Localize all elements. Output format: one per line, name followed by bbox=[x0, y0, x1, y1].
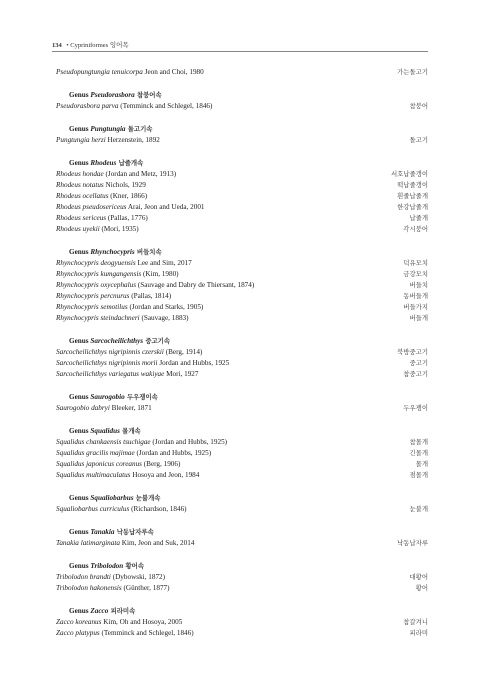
korean-name: 버들개 bbox=[409, 314, 428, 322]
scientific-name: Rhynchocypris percnurus bbox=[56, 292, 130, 300]
korean-name: 참몰개 bbox=[409, 438, 428, 446]
genus-name: Squalidus bbox=[90, 427, 120, 435]
author-citation: (Temminck and Schlegel, 1846) bbox=[99, 629, 194, 637]
genus-heading bbox=[56, 561, 428, 572]
korean-name: 낙동납자루 bbox=[397, 539, 428, 547]
species-row bbox=[56, 470, 428, 481]
genus-heading bbox=[56, 493, 428, 504]
korean-name: 떡납줄갱이 bbox=[397, 181, 428, 189]
genus-name: Zacco bbox=[90, 607, 109, 615]
species-row bbox=[56, 572, 428, 583]
species-row bbox=[56, 313, 428, 324]
author-citation: (Kner, 1866) bbox=[108, 192, 148, 200]
genus-heading bbox=[56, 158, 428, 169]
species-row bbox=[56, 437, 428, 448]
species-row bbox=[56, 67, 428, 78]
genus-heading bbox=[56, 527, 428, 538]
genus-korean-name: 눈불개속 bbox=[133, 494, 161, 502]
author-citation: (Sauvage, 1883) bbox=[139, 314, 189, 322]
genus-label: Genus bbox=[69, 91, 91, 99]
author-citation: (Günther, 1877) bbox=[121, 584, 170, 592]
page-header bbox=[52, 40, 428, 52]
author-citation: Bleeker, 1871 bbox=[109, 404, 152, 412]
author-citation: (Pallas, 1776) bbox=[106, 214, 148, 222]
genus-heading bbox=[56, 392, 428, 403]
scientific-name: Squalidus japonicus coreanus bbox=[56, 460, 142, 468]
author-citation: (Dybowski, 1872) bbox=[110, 573, 166, 581]
author-citation: (Pallas, 1814) bbox=[129, 292, 172, 300]
species-row bbox=[56, 617, 428, 628]
scientific-name: Rhodeus sericeus bbox=[56, 214, 107, 222]
author-citation: Jordan and Hubbs, 1925 bbox=[157, 359, 230, 367]
species-row bbox=[56, 169, 428, 180]
korean-name: 황어 bbox=[415, 584, 428, 592]
author-citation: (Temminck and Schlegel, 1846) bbox=[118, 102, 213, 110]
genus-label: Genus bbox=[69, 159, 91, 167]
scientific-name: Zacco platypus bbox=[56, 629, 100, 637]
author-citation: Arai, Jeon and Ueda, 2001 bbox=[126, 203, 205, 211]
page-number: 134 bbox=[52, 42, 62, 49]
korean-name: 버들치 bbox=[409, 281, 428, 289]
scientific-name: Tanakia latimarginata bbox=[56, 539, 120, 547]
species-row bbox=[56, 504, 428, 515]
korean-name: 덕유모치 bbox=[403, 259, 428, 267]
scientific-name: Squaliobarbus curriculus bbox=[56, 505, 130, 513]
author-citation: (Jordan and Hubbs, 1925) bbox=[150, 438, 228, 446]
korean-name: 북방중고기 bbox=[397, 348, 428, 356]
species-row bbox=[56, 459, 428, 470]
species-list bbox=[56, 67, 428, 639]
author-citation: (Berg, 1906) bbox=[141, 460, 181, 468]
scientific-name: Zacco koreanus bbox=[56, 618, 102, 626]
korean-name: 흰줄납줄개 bbox=[397, 192, 428, 200]
genus-heading bbox=[56, 606, 428, 617]
genus-heading bbox=[56, 247, 428, 258]
genus-heading bbox=[56, 124, 428, 135]
korean-name: 눈불개 bbox=[409, 505, 428, 513]
scientific-name: Squalidus gracilis majimae bbox=[56, 449, 135, 457]
scientific-name: Pungtungia herzi bbox=[56, 136, 106, 144]
species-row bbox=[56, 213, 428, 224]
species-row bbox=[56, 191, 428, 202]
species-row bbox=[56, 258, 428, 269]
genus-label: Genus bbox=[69, 528, 91, 536]
korean-name: 금강모치 bbox=[403, 270, 428, 278]
genus-label: Genus bbox=[69, 427, 91, 435]
korean-name: 서호납줄갱이 bbox=[390, 170, 428, 178]
scientific-name: Rhynchocypris kumgangensis bbox=[56, 270, 142, 278]
scientific-name: Pseudorasbora parva bbox=[56, 102, 119, 110]
species-row bbox=[56, 403, 428, 414]
genus-name: Tribolodon bbox=[90, 562, 124, 570]
scientific-name: Saurogobio dabryi bbox=[56, 404, 110, 412]
species-row bbox=[56, 101, 428, 112]
author-citation: (Sauvage and Dabry de Thiersant, 1874) bbox=[136, 281, 255, 289]
korean-name: 참붕어 bbox=[409, 102, 428, 110]
genus-label: Genus bbox=[69, 125, 91, 133]
scientific-name: Rhodeus uyekii bbox=[56, 225, 100, 233]
genus-korean-name: 황어속 bbox=[123, 562, 145, 570]
species-row bbox=[56, 347, 428, 358]
scientific-name: Tribolodon hakonensis bbox=[56, 584, 122, 592]
scientific-name: Sarcocheilichthys nigripinnis morii bbox=[56, 359, 158, 367]
scientific-name: Rhynchocypris oxycephalus bbox=[56, 281, 137, 289]
korean-name: 긴몰개 bbox=[409, 449, 428, 457]
genus-label: Genus bbox=[69, 562, 91, 570]
genus-name: Rhynchocypris bbox=[90, 248, 135, 256]
scientific-name: Squalidus chankaensis tsuchigae bbox=[56, 438, 151, 446]
genus-groups bbox=[56, 90, 428, 639]
genus-label: Genus bbox=[69, 248, 91, 256]
author-citation: (Mori, 1935) bbox=[99, 225, 139, 233]
author-citation: (Berg, 1914) bbox=[163, 348, 203, 356]
genus-name: Rhodeus bbox=[90, 159, 117, 167]
genus-name: Squaliobarbus bbox=[90, 494, 134, 502]
author-citation: (Jordan and Metz, 1913) bbox=[103, 170, 177, 178]
korean-name: 돌고기 bbox=[409, 136, 428, 144]
scientific-name: Rhodeus notatus bbox=[56, 181, 104, 189]
species-row bbox=[56, 448, 428, 459]
korean-name: 대황어 bbox=[409, 573, 428, 581]
author-citation: Lee and Sim, 2017 bbox=[135, 259, 192, 267]
scientific-name: Rhodeus ocellatus bbox=[56, 192, 109, 200]
species-row bbox=[56, 135, 428, 146]
genus-name: Pungtungia bbox=[90, 125, 126, 133]
species-row bbox=[56, 358, 428, 369]
korean-name: 납줄개 bbox=[409, 214, 428, 222]
genus-name: Tanakia bbox=[90, 528, 115, 536]
korean-name: 몰개 bbox=[415, 460, 428, 468]
genus-heading bbox=[56, 426, 428, 437]
species-row bbox=[56, 302, 428, 313]
genus-name: Pseudorasbora bbox=[90, 91, 135, 99]
genus-korean-name: 몰개속 bbox=[119, 427, 141, 435]
korean-name: 동버들개 bbox=[403, 292, 428, 300]
scientific-name: Rhynchocypris semotilus bbox=[56, 303, 128, 311]
korean-name: 각시붕어 bbox=[403, 225, 428, 233]
scientific-name: Tribolodon brandti bbox=[56, 573, 111, 581]
korean-name: 중고기 bbox=[409, 359, 428, 367]
korean-name: 가는돌고기 bbox=[397, 68, 428, 76]
genus-name: Sarcocheilichthys bbox=[90, 337, 144, 345]
scientific-name: Squalidus multimaculatus bbox=[56, 471, 131, 479]
genus-korean-name: 낙동납자루속 bbox=[114, 528, 154, 536]
author-citation: Kim, Oh and Hosoya, 2005 bbox=[101, 618, 183, 626]
author-citation: Herzenstein, 1892 bbox=[105, 136, 160, 144]
genus-korean-name: 버들치속 bbox=[134, 248, 162, 256]
genus-korean-name: 돌고기속 bbox=[125, 125, 153, 133]
species-row bbox=[56, 280, 428, 291]
scientific-name: Sarcocheilichthys nigripinnis czerskii bbox=[56, 348, 164, 356]
genus-korean-name: 두우쟁이속 bbox=[124, 393, 158, 401]
author-citation: (Kim, 1980) bbox=[141, 270, 179, 278]
author-citation: Mori, 1927 bbox=[164, 370, 199, 378]
genus-korean-name: 참붕어속 bbox=[134, 91, 162, 99]
korean-name: 한강납줄개 bbox=[397, 203, 428, 211]
running-title: Cypriniformes 잉어목 bbox=[70, 42, 129, 49]
scientific-name: Rhynchocypris deogyuensis bbox=[56, 259, 136, 267]
genus-korean-name: 납줄개속 bbox=[116, 159, 144, 167]
species-row bbox=[56, 538, 428, 549]
korean-name: 참갈겨니 bbox=[403, 618, 428, 626]
genus-label: Genus bbox=[69, 393, 91, 401]
scientific-name: Rhynchocypris steindachneri bbox=[56, 314, 140, 322]
genus-korean-name: 중고기속 bbox=[143, 337, 171, 345]
genus-heading bbox=[56, 90, 428, 101]
species-row bbox=[56, 180, 428, 191]
scientific-name: Pseudopungtungia tenuicorpa bbox=[56, 68, 143, 76]
species-row bbox=[56, 369, 428, 380]
header-bullet: • bbox=[66, 42, 69, 49]
species-row bbox=[56, 291, 428, 302]
genus-korean-name: 피라미속 bbox=[108, 607, 136, 615]
genus-label: Genus bbox=[69, 337, 91, 345]
author-citation: Hosoya and Jeon, 1984 bbox=[130, 471, 200, 479]
author-citation: (Jordan and Starks, 1905) bbox=[127, 303, 204, 311]
genus-label: Genus bbox=[69, 607, 91, 615]
korean-name: 두우쟁이 bbox=[403, 404, 428, 412]
genus-name: Saurogobio bbox=[90, 393, 125, 401]
scientific-name: Rhodeus hondae bbox=[56, 170, 104, 178]
genus-heading bbox=[56, 336, 428, 347]
scientific-name: Sarcocheilichthys variegatus wakiyae bbox=[56, 370, 165, 378]
species-row bbox=[56, 224, 428, 235]
author-citation: (Richardson, 1846) bbox=[129, 505, 187, 513]
korean-name: 점몰개 bbox=[409, 471, 428, 479]
korean-name: 참중고기 bbox=[403, 370, 428, 378]
species-row bbox=[56, 269, 428, 280]
author-citation: (Jordan and Hubbs, 1925) bbox=[134, 449, 212, 457]
species-row bbox=[56, 583, 428, 594]
species-row bbox=[56, 628, 428, 639]
species-row bbox=[56, 202, 428, 213]
genus-label: Genus bbox=[69, 494, 91, 502]
author-citation: Nichols, 1929 bbox=[103, 181, 146, 189]
author-citation: Jeon and Choi, 1980 bbox=[142, 68, 204, 76]
korean-name: 버들가지 bbox=[403, 303, 428, 311]
author-citation: Kim, Jeon and Suk, 2014 bbox=[119, 539, 195, 547]
scientific-name: Rhodeus pseudosericeus bbox=[56, 203, 127, 211]
korean-name: 피라미 bbox=[409, 629, 428, 637]
